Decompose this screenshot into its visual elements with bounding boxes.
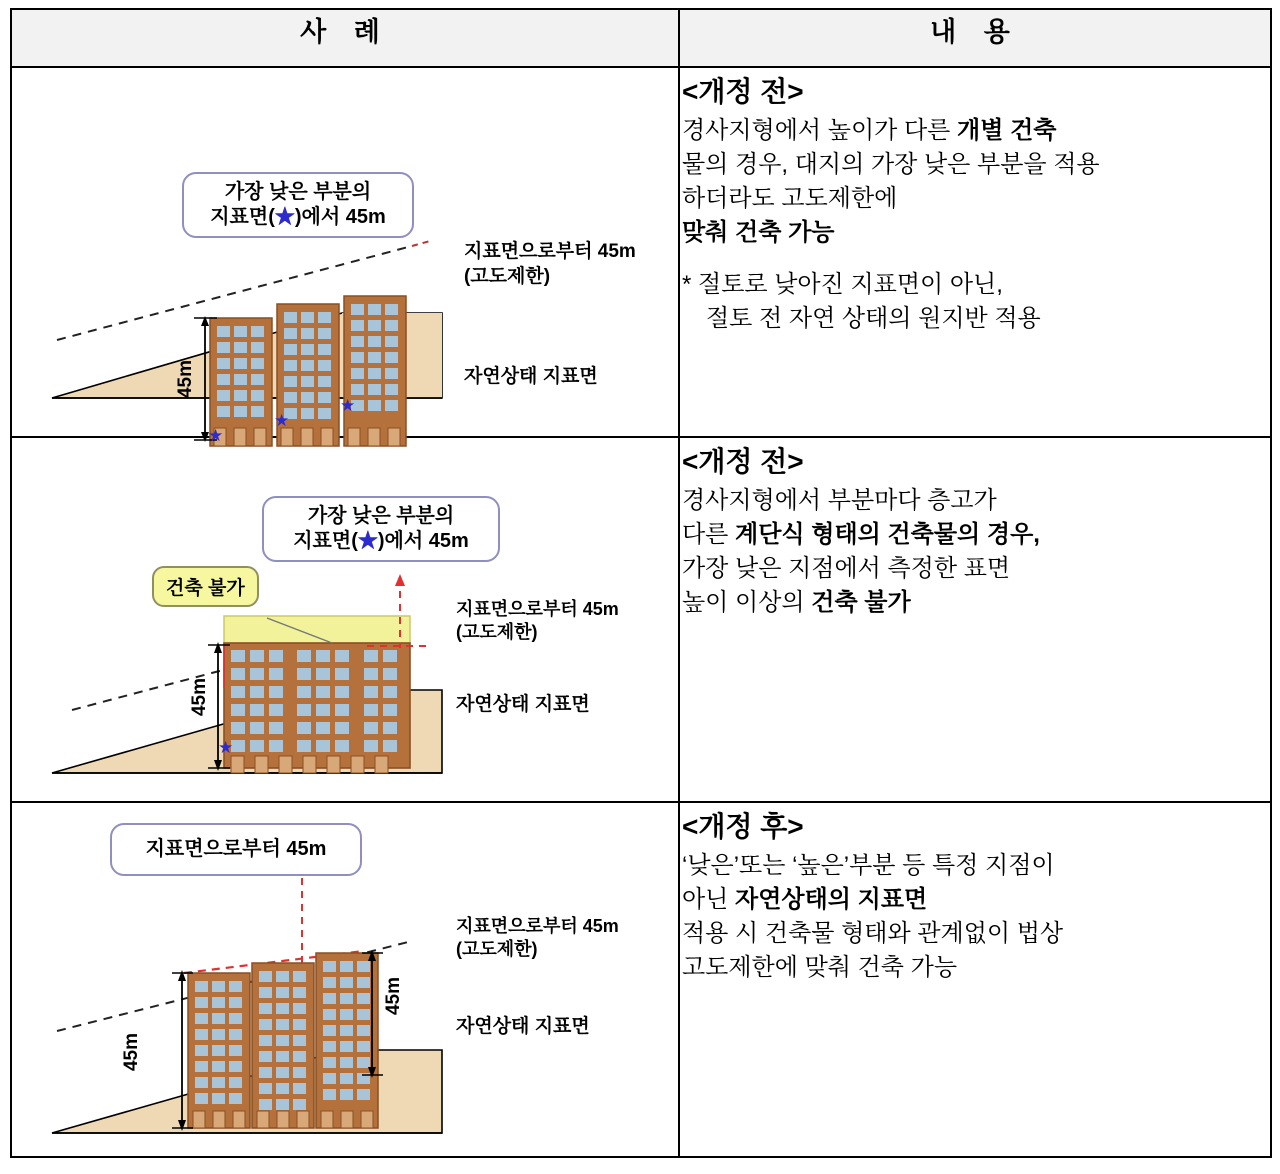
content-line: 아닌 자연상태의 지표면: [682, 886, 928, 914]
content-line: 높이 이상의 건축 불가: [682, 589, 911, 617]
star-marker-low: ★: [218, 738, 234, 757]
header-case: 사 례: [11, 9, 679, 67]
callout-line-1: 가장 낮은 부분의: [307, 505, 455, 527]
content-line: 물의 경우, 대지의 가장 낮은 부분을 적용: [682, 151, 1100, 179]
content-cell-3: [679, 802, 1271, 1157]
content-line: 맞춰 건축 가능: [682, 219, 835, 247]
star-icon: ★: [357, 530, 378, 552]
header-content: 내 용: [679, 9, 1271, 67]
content-line: 하더라도 고도제한에: [682, 185, 898, 213]
callout-line-2: 지표면(★)에서 45m: [210, 206, 386, 228]
label-limit-line2: (고도제한): [456, 939, 538, 960]
content-line: 고도제한에 맞춰 건축 가능: [682, 954, 958, 982]
content-line: ‘낮은’또는 ‘높은’부분 등 특정 지점이: [682, 852, 1055, 879]
table-header-row: [11, 9, 1271, 67]
star-marker-b: ★: [274, 411, 290, 430]
table-row: [11, 437, 1271, 802]
table-row: [11, 67, 1271, 437]
label-limit-line2: (고도제한): [456, 622, 538, 643]
case-diagram-2: [11, 437, 679, 802]
content-title-2: <개정 전>: [682, 446, 804, 477]
comparison-table: [10, 8, 1272, 1158]
content-cell-1: [679, 67, 1271, 437]
label-height-limit-3: [456, 915, 619, 962]
dim-label-45m-2: 45m: [189, 677, 210, 717]
label-limit-line1: 지표면으로부터 45m: [456, 599, 619, 619]
callout-line-2: 지표면(★)에서 45m: [293, 530, 469, 552]
case-diagram-1: [11, 67, 679, 445]
callout-lowest-point-2: [262, 496, 500, 562]
label-natural-ground-3: 자연상태 지표면: [456, 1016, 590, 1037]
label-natural-ground-2: 자연상태 지표면: [456, 694, 590, 715]
dim-label-45m-left-3: 45m: [121, 1032, 142, 1072]
callout-from-ground-3: 지표면으로부터 45m: [110, 823, 362, 876]
content-cell-2: [679, 437, 1271, 802]
label-height-limit-2: [456, 598, 619, 645]
table-row: [11, 802, 1271, 1157]
label-limit-line1: 지표면으로부터 45m: [464, 241, 636, 262]
dim-label-45m-right-3: 45m: [383, 976, 404, 1016]
content-note-line: 절토 전 자연 상태의 원지반 적용: [706, 305, 1041, 333]
label-no-build: 건축 불가: [152, 566, 259, 607]
callout-line-1: 가장 낮은 부분의: [224, 181, 372, 203]
content-line: 경사지형에서 높이가 다른 개별 건축: [682, 117, 1057, 144]
content-line: 적용 시 건축물 형태와 관계없이 법상: [682, 920, 1064, 948]
content-line: 다른 계단식 형태의 건축물의 경우,: [682, 521, 1040, 549]
star-marker-a: ★: [208, 426, 224, 445]
label-natural-ground-1: 자연상태 지표면: [464, 366, 598, 387]
label-limit-line2: (고도제한): [464, 265, 551, 287]
content-line: 가장 낮은 지점에서 측정한 표면: [682, 555, 1011, 583]
content-title-3: <개정 후>: [682, 811, 804, 842]
content-title-1: <개정 전>: [682, 76, 804, 107]
star-icon: ★: [274, 206, 295, 228]
callout-lowest-point-1: [182, 172, 414, 238]
label-limit-line1: 지표면으로부터 45m: [456, 916, 619, 936]
content-line: 경사지형에서 부분마다 층고가: [682, 487, 997, 514]
case-diagram-3: [11, 802, 679, 1157]
dim-label-45m-1: 45m: [175, 359, 196, 399]
label-height-limit-1: [464, 240, 636, 289]
star-marker-c: ★: [340, 396, 356, 415]
content-note-line: * 절토로 낮아진 지표면이 아닌,: [682, 271, 1003, 299]
